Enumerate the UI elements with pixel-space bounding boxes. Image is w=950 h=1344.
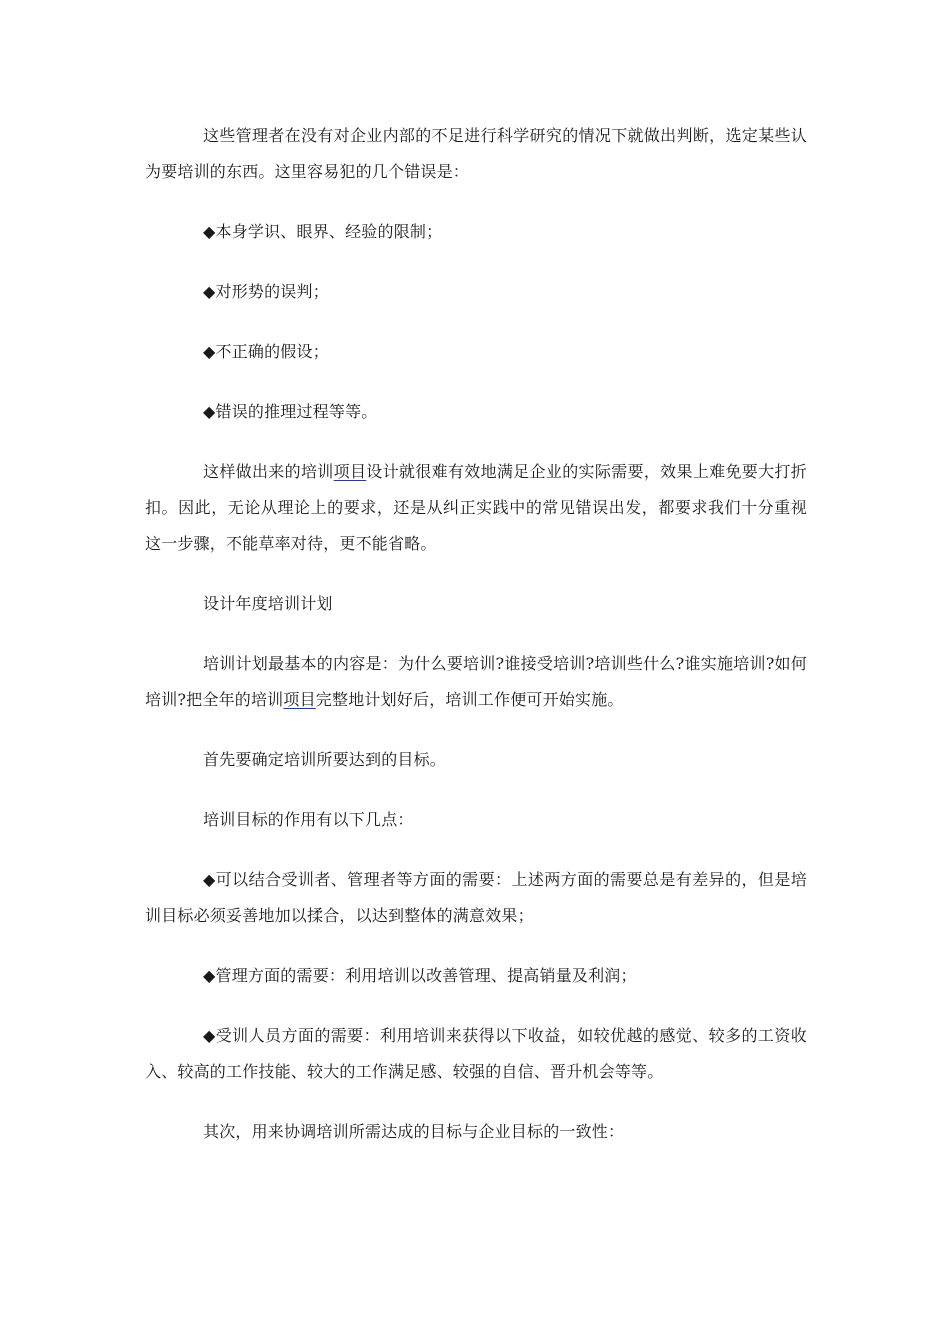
paragraph	[145, 646, 807, 718]
paragraph-text: 设计就很难有效地满足企业的实际需要，效果上难免要大打折扣。因此，无论从理论上的要求，还是从纠正实践中的常见错误出发，都要求我们十分重视这一步骤，不能草率对待，更不能省略。	[145, 462, 807, 553]
section-heading: 设计年度培训计划	[203, 594, 333, 613]
paragraph-text: 培训计划最基本的内容是：为什么要培训?谁接受培训?培训些什么?谁实施培训?如何培训?把全年的培训	[145, 654, 807, 709]
bullet-item: ◆本身学识、眼界、经验的限制；	[203, 222, 443, 241]
bullet-item: ◆不正确的假设；	[203, 342, 329, 361]
project-link[interactable]: 项目	[333, 462, 367, 481]
paragraph	[145, 454, 807, 562]
bullet-item: ◆对形势的误判；	[203, 282, 329, 301]
paragraph: 其次，用来协调培训所需达成的目标与企业目标的一致性：	[203, 1122, 625, 1141]
paragraph: 这些管理者在没有对企业内部的不足进行科学研究的情况下就做出判断，选定某些认为要培训的东西。这里容易犯的几个错误是：	[145, 126, 807, 181]
bullet-item: ◆错误的推理过程等等。	[203, 402, 378, 421]
paragraph: 培训目标的作用有以下几点：	[203, 810, 414, 829]
document-body	[145, 118, 807, 1174]
project-link[interactable]: 项目	[283, 690, 316, 709]
bullet-item: ◆可以结合受训者、管理者等方面的需要：上述两方面的需要总是有差异的，但是培训目标必须妥善地加以揉合，以达到整体的满意效果；	[145, 870, 807, 925]
paragraph: 首先要确定培训所要达到的目标。	[203, 750, 447, 769]
bullet-item: ◆受训人员方面的需要：利用培训来获得以下收益，如较优越的感觉、较多的工资收入、较高的工作技能、较大的工作满足感、较强的自信、晋升机会等等。	[145, 1026, 807, 1081]
bullet-item: ◆管理方面的需要：利用培训以改善管理、提高销量及利润；	[203, 966, 637, 985]
paragraph-text: 这样做出来的培训	[203, 462, 334, 481]
paragraph-text: 完整地计划好后，培训工作便可开始实施。	[315, 690, 624, 709]
